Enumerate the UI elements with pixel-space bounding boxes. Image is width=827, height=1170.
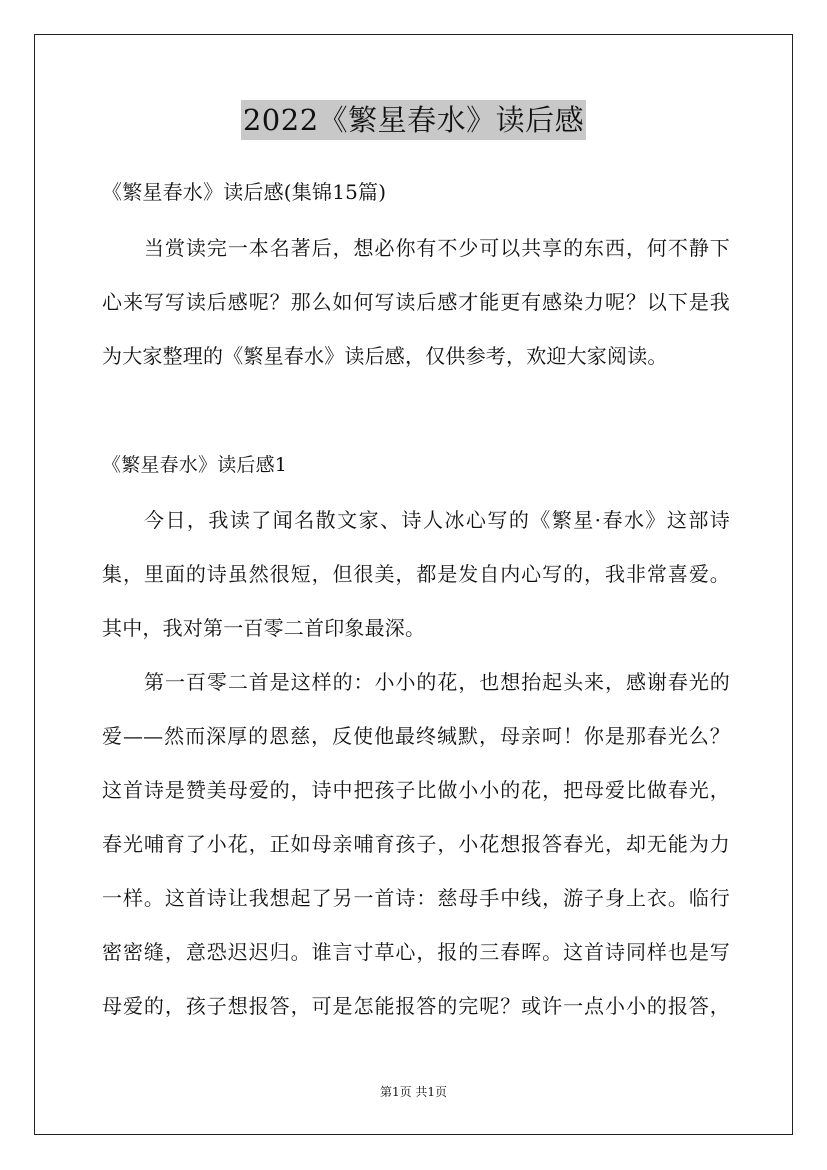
paragraph2-line-1: 第一百零二首是这样的：小小的花，也想抬起头来，感谢春光的 <box>144 670 730 694</box>
paragraph2-line-3: 这首诗是赞美母爱的，诗中把孩子比做小小的花，把母爱比做春光， <box>102 778 730 802</box>
document-subtitle: 《繁星春水》读后感(集锦15篇) <box>102 180 387 204</box>
intro-line-3: 为大家整理的《繁星春水》读后感，仅供参考，欢迎大家阅读。 <box>102 344 668 368</box>
section-heading: 《繁星春水》读后感1 <box>102 454 288 476</box>
title-container <box>0 100 827 140</box>
page-footer: 第1页 共1页 <box>379 1085 448 1099</box>
paragraph2-line-5: 一样。这首诗让我想起了另一首诗：慈母手中线，游子身上衣。临行 <box>102 886 730 910</box>
document-title: 2022《繁星春水》读后感 <box>241 100 586 140</box>
paragraph2-line-7: 母爱的，孩子想报答，可是怎能报答的完呢？或许一点小小的报答， <box>102 994 730 1018</box>
paragraph2-line-4: 春光哺育了小花，正如母亲哺育孩子，小花想报答春光，却无能为力 <box>102 832 730 856</box>
paragraph1-line-1: 今日，我读了闻名散文家、诗人冰心写的《繁星·春水》这部诗 <box>144 508 730 532</box>
paragraph2-line-2: 爱——然而深厚的恩慈，反使他最终缄默，母亲呵！你是那春光么？ <box>102 724 730 748</box>
paragraph2-line-6: 密密缝，意恐迟迟归。谁言寸草心，报的三春晖。这首诗同样也是写 <box>102 940 730 964</box>
paragraph1-line-2: 集，里面的诗虽然很短，但很美，都是发自内心写的，我非常喜爱。 <box>102 562 730 586</box>
paragraph1-line-3: 其中，我对第一百零二首印象最深。 <box>102 616 426 640</box>
intro-line-2: 心来写写读后感呢？那么如何写读后感才能更有感染力呢？以下是我 <box>102 290 730 314</box>
intro-line-1: 当赏读完一本名著后，想必你有不少可以共享的东西，何不静下 <box>144 236 730 260</box>
